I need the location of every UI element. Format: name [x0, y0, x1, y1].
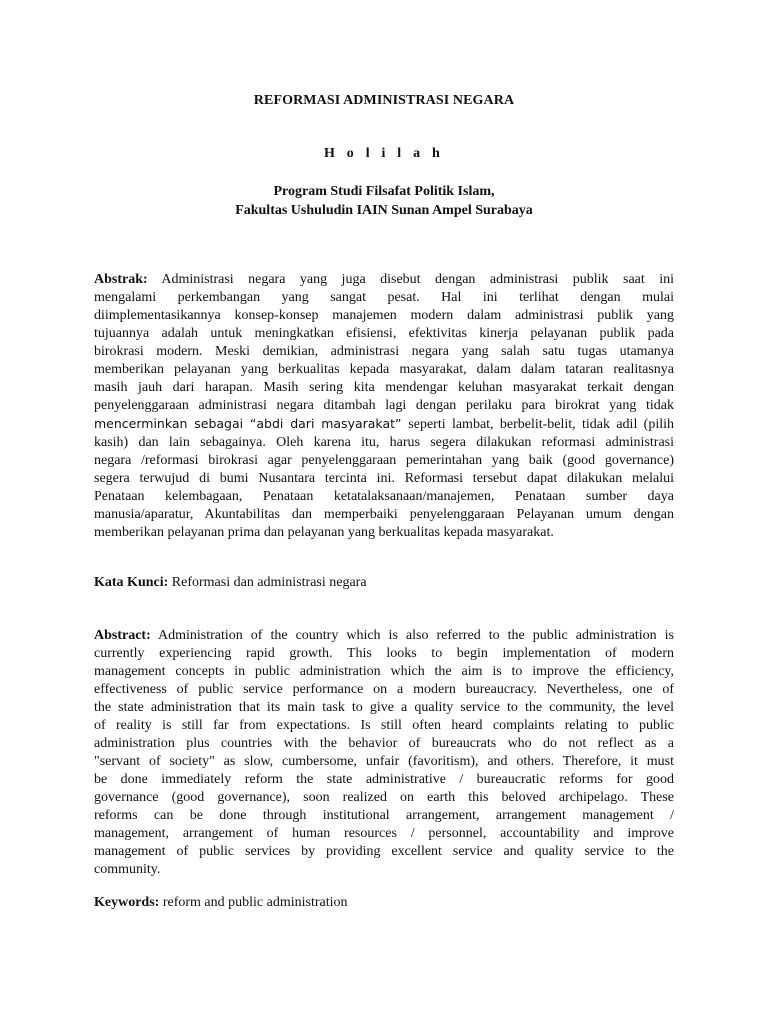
abstrak-label: Abstrak:: [94, 272, 148, 287]
abstrak-line: memberikan pelayanan prima dan pelayanan yang berkualitas kepada masyarakat.: [94, 525, 554, 540]
keywords-text: reform and public administration: [159, 895, 348, 910]
abstract-line: be done immediately reform the state administrative / bureaucratic reforms for good: [94, 772, 674, 787]
affiliation-faculty: Fakultas Ushuludin IAIN Sunan Ampel Surabaya: [235, 203, 533, 218]
abstract-label: Abstract:: [94, 628, 151, 643]
abstract-line: currently experiencing rapid growth. This looks to begin implementation of modern: [94, 646, 674, 661]
abstract-line: Abstract: Administration of the country which is also referred to the public administration is: [94, 628, 674, 643]
abstract-line: of reality is still far from expectations. Is still often heard complaints relating to public: [94, 718, 674, 733]
author-affiliation: [0, 182, 768, 220]
abstrak-line: penyelenggaraan administrasi negara ditambah lagi dengan perilaku para birokrat yang tidak: [94, 398, 674, 413]
kata-kunci-paragraph: [94, 574, 674, 592]
abstract-line: the state administration that its main task to give a quality service to the community, the level: [94, 700, 674, 715]
keywords-paragraph: [94, 894, 674, 912]
paper-title: REFORMASI ADMINISTRASI NEGARA: [253, 93, 515, 108]
abstract-line: governance (good governance), soon realized on earth this beloved archipelago. These: [94, 790, 674, 805]
affiliation-program: Program Studi Filsafat Politik Islam,: [273, 184, 495, 199]
abstrak-line: segera terwujud di bumi Nusantara tercinta ini. Reformasi tersebut dapat dilakukan melalui: [94, 471, 674, 486]
abstrak-line: Abstrak: Administrasi negara yang juga disebut dengan administrasi publik saat ini: [94, 272, 674, 287]
abstrak-line: birokrasi modern. Meski demikian, administrasi negara yang salah satu tugas utamanya: [94, 344, 674, 359]
abstract-line: "servant of society" as slow, cumbersome, unfair (favoritism), and others. Therefore, it must: [94, 754, 674, 769]
abstract-line: community.: [94, 862, 161, 877]
author-name: H o l i l a h: [324, 146, 444, 161]
abstrak-line: masih jauh dari harapan. Masih sering kita mendengar keluhan masyarakat terkait dengan: [94, 380, 674, 395]
abstract-line: administration plus countries with the behavior of bureaucrats who do not reflect as a: [94, 736, 674, 751]
kata-kunci-label: Kata Kunci:: [94, 575, 169, 590]
abstrak-line: diimplementasikannya konsep-konsep manajemen modern dalam administrasi publik yang: [94, 308, 674, 323]
abstrak-line: tujuannya adalah untuk meningkatkan efisiensi, efektivitas kinerja pelayanan publik pada: [94, 326, 674, 341]
abstrak-line: kasih) dan lain sebagainya. Oleh karena itu, harus segera dilakukan reformasi administrasi: [94, 435, 674, 450]
abstrak-line: mengalami perkembangan yang sangat pesat. Hal ini terlihat dengan mulai: [94, 290, 674, 305]
abstract-line: management of public services by providing excellent service and quality service to the: [94, 844, 674, 859]
abstrak-paragraph: [94, 271, 674, 542]
abstrak-line: manusia/aparatur, Akuntabilitas dan memperbaiki penyelenggaraan Pelayanan umum dengan: [94, 507, 674, 522]
abstract-paragraph: [94, 627, 674, 879]
kata-kunci-text: Reformasi dan administrasi negara: [168, 575, 367, 590]
abstrak-sans-fragment: mencerminkan sebagai “abdi dari masyarakat”: [94, 416, 409, 431]
abstrak-line: negara /reformasi birokrasi agar penyelenggaraan pemerintahan yang baik (good governance): [94, 453, 674, 468]
abstrak-line: mencerminkan sebagai “abdi dari masyarakat” seperti lambat, berbelit-belit, tidak adil (pilih: [94, 416, 674, 432]
abstrak-line: memberikan pelayanan yang berkualitas kepada masyarakat, dalam dalam tataran realitasnya: [94, 362, 674, 377]
abstract-line: reforms can be done through institutional arrangement, arrangement management /: [94, 808, 674, 823]
keywords-label: Keywords:: [94, 895, 160, 910]
abstrak-line: Penataan kelembagaan, Penataan ketatalaksanaan/manajemen, Penataan sumber daya: [94, 489, 674, 504]
abstract-line: management concepts in public administration which the aim is to improve the efficiency,: [94, 664, 674, 679]
abstract-line: management, arrangement of human resources / personnel, accountability and improve: [94, 826, 674, 841]
abstract-line: effectiveness of public service performance on a modern bureaucracy. Nevertheless, one of: [94, 682, 674, 697]
